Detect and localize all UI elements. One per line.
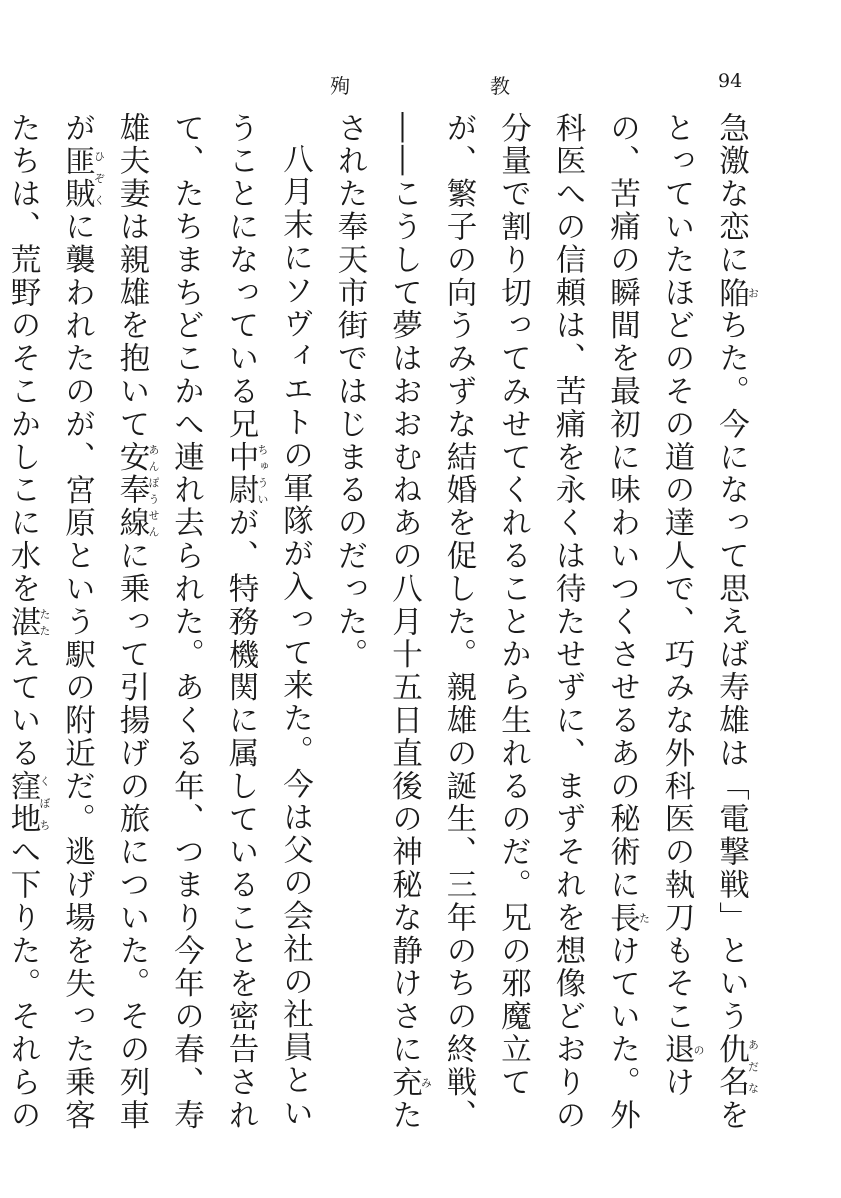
page-number: 94 [718,70,743,92]
paragraph: 急激な恋に陥おちた。今になって思えば寿雄は「電撃戦」という仇名あだなをとっていたほどのその道の達人で、巧みな外科医の執刀もそこ退のけの、苦痛の瞬間を最初に味わいつくさせるあの秘術に長たけていた。外科医への信頼は、苦痛を永くは待たせずに、まずそれを想像どおりの分量で割り切ってみせてくれることから生れるのだ。兄の邪魔立てが、繁子の向うみずな結婚を促した。親雄の誕生、三年のちの終戦、――こうして夢はおおむねあの八月十五日直後の神秘な静けさに充みたされた奉天市街ではじまるのだった。 [332,112,760,1132]
paragraph: 八月末にソヴィエトの軍隊が入って来た。今は父の会社の社員ということになっている兄中尉ちゅういが、特務機関に属していることを密告されて、たちまちどこかへ連れ去られた。あくる年、つまり今年の春、寿雄夫妻は親雄を抱いて安奉線あんぽうせんに乗って引揚げの旅についた。その列車が匪賊ひぞくに襲われたのが、宮原という駅の附近だ。逃げ場を失った乗客たちは、荒野のそこかしこに水を湛たたえている窪地くぼちへ下りた。それらの [5,112,313,1132]
header-title-char-2: 教 [490,74,510,98]
body-text [5,112,760,1152]
running-header-title [330,70,510,99]
header-title-char-1: 殉 [330,74,350,98]
